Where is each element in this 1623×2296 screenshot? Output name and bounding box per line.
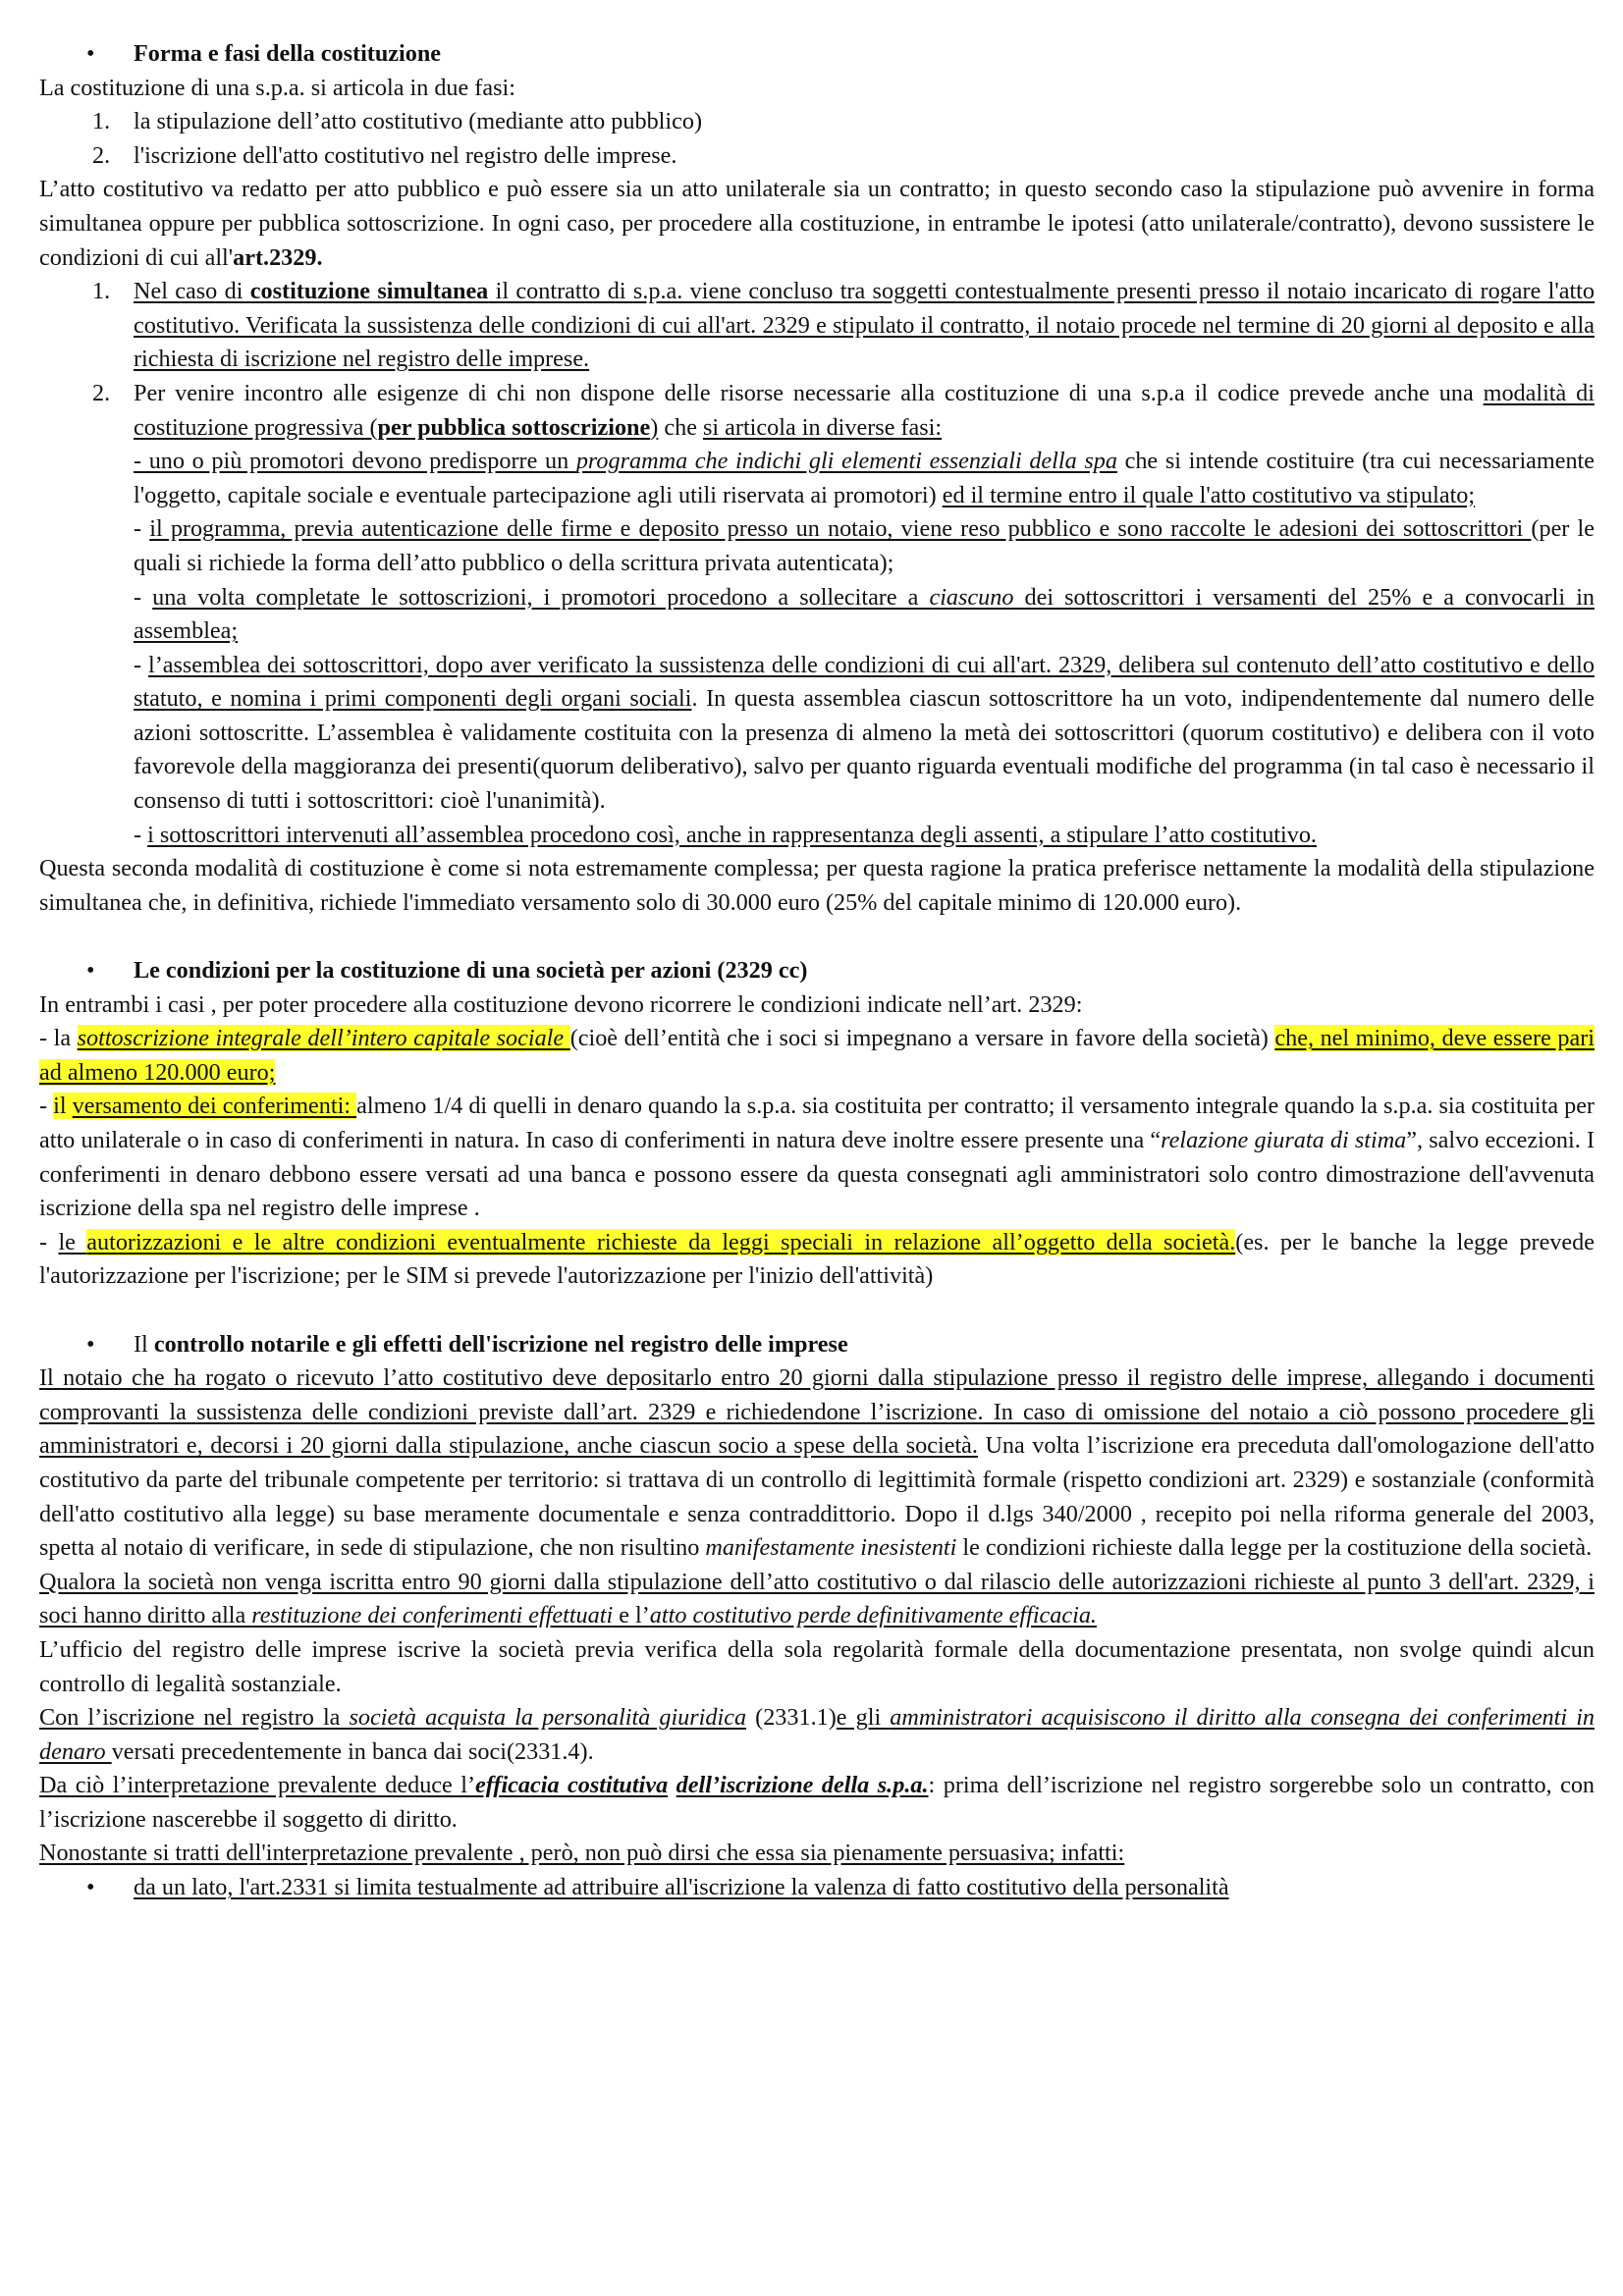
phase-step: - l’assemblea dei sottoscrittori, dopo aver verificato la sussistenza delle condizioni di cui all'art. 2329, delibera sul contenuto dell’atto costitutivo e dello statuto, e nomina i primi componenti degli organi sociali. In questa assemblea ciascun sottoscrittore ha un voto, indipendentemente dal numero delle azioni sottoscritte. L’assemblea è validamente costituita con la presenza di almeno la metà dei sottoscrittori (quorum costitutivo) e delibera con il voto favorevole della maggioranza dei presenti(quorum deliberativo), salvo per quanto riguarda eventuali modifiche del programma (in tal caso è necessario il consenso di tutti i sottoscrittori: cioè l'unanimità). [134,651,1595,815]
phase-item: 2. l'iscrizione dell'atto costitutivo nel registro delle imprese. [92,141,677,169]
paragraph-nonostante: Nonostante si tratti dell'interpretazione prevalente , però, non può dirsi che essa sia pienamente persuasiva; infatti: [39,1840,1125,1867]
paragraph-personalita: Con l’iscrizione nel registro la società acquista la personalità giuridica (2331.1)e gli amministratori acquisiscono il diritto alla consegna dei conferimenti in denaro versati precedentemente in banca dai soci(2331.4). [39,1704,1596,1765]
phase-item: 1. la stipulazione dell’atto costitutivo (mediante atto pubblico) [92,108,703,135]
paragraph-ufficio: L’ufficio del registro delle imprese iscrive la società previa verifica della sola regolarità formale della documentazione presentata, non svolge quindi alcun controllo di legalità sostanziale. [39,1635,1595,1697]
intro-text: In entrambi i casi , per poter procedere alla costituzione devono ricorrere le condizioni indicate nell’art. 2329: [39,990,1083,1018]
paragraph-atto: L’atto costitutivo va redatto per atto pubblico e può essere sia un atto unilaterale sia un contratto; in questo secondo caso la stipulazione può avvenire in forma simultanea oppure per pubblica sottoscrizione. In ogni caso, per procedere alla costituzione, in entrambe le ipotesi (atto unilaterale/contratto), devono sussistere le condizioni di cui all'art.2329. [39,176,1595,271]
phase-step: - uno o più promotori devono predisporre un programma che indichi gli elementi essenziali della spa che si intende costituire (tra cui necessariamente l'oggetto, capitale sociale e eventuale partecipazione agli utili riservata ai promotori) ed il termine entro il quale l'atto costitutivo va stipulato; [134,448,1595,508]
intro-text: La costituzione di una s.p.a. si articola in due fasi: [39,74,515,101]
condition-item: - la sottoscrizione integrale dell’intero capitale sociale (cioè dell’entità che i soci si impegnano a versare in favore della società) che, nel minimo, deve essere pari ad almeno 120.000 euro; [39,1025,1595,1086]
bullet-icon: • [86,957,95,985]
section-heading-controllo: • Il controllo notarile e gli effetti dell'iscrizione nel registro delle imprese [39,1328,1595,1362]
section-heading-condizioni: • Le condizioni per la costituzione di una società per azioni (2329 cc) [39,954,1595,988]
phase-step: - una volta completate le sottoscrizioni, i promotori procedono a sollecitare a ciascuno dei sottoscrittori i versamenti del 25% e a convocarli in assemblea; [134,583,1596,645]
list-item-simultanea: 1. Nel caso di costituzione simultanea il contratto di s.p.a. viene concluso tra soggetti contestualmente presenti presso il notaio incaricato di rogare l'atto costitutivo. Verificata la sussistenza delle condizioni di cui all'art. 2329 e stipulato il contratto, il notaio procede nel termine di 20 giorni al deposito e alla richiesta di iscrizione nel registro delle imprese. [92,278,1596,373]
phase-step: - i sottoscrittori intervenuti all’assemblea procedono così, anche in rappresentanza degli assenti, a stipulare l’atto costitutivo. [134,821,1317,848]
closing-paragraph: Questa seconda modalità di costituzione è come si nota estremamente complessa; per questa ragione la pratica preferisce nettamente la modalità della stipulazione simultanea che, in definitiva, richiede l'immediato versamento solo di 30.000 euro (25% del capitale minimo di 120.000 euro). [39,855,1595,916]
bullet-icon: • [86,40,95,67]
paragraph-notaio: Il notaio che ha rogato o ricevuto l’atto costitutivo deve depositarlo entro 20 giorni dalla stipulazione presso il registro delle imprese, allegando i documenti comprovanti la sussistenza delle condizioni previste dall’art. 2329 e richiedendone l’iscrizione. In caso di omissione del notaio a ciò possono procedere gli amministratori e, decorsi i 20 giorni dalla stipulazione, anche ciascun socio a spese della società. Una volta l’iscrizione era preceduta dall'omologazione dell'atto costitutivo da parte del tribunale competente per territorio: si trattava di un controllo di legittimità formale (rispetto condizioni art. 2329) e sostanziale (conformità dell'atto costitutivo alla legge) su base meramente documentale e senza contraddittorio. Dopo il d.lgs 340/2000 , recepito poi nella riforma generale del 2003, spetta al notaio di verificare, in sede di stipulazione, che non risultino manifestamente inesistenti le condizioni richieste dalla legge per la costituzione della società. [39,1364,1595,1562]
section-heading-forma: • Forma e fasi della costituzione [39,37,1595,72]
bullet-icon: • [86,1330,95,1358]
condition-item: - il versamento dei conferimenti: almeno 1/4 di quelli in denaro quando la s.p.a. sia costituita per contratto; il versamento integrale quando la s.p.a. sia costituita per atto unilaterale o in caso di conferimenti in natura. In caso di conferimenti in natura deve inoltre essere presente una “relazione giurata di stima”, salvo eccezioni. I conferimenti in denaro debbono essere versati ad una banca e possono essere da questa consegnati agli amministratori solo contro dimostrazione dell'avvenuta iscrizione della spa nel registro delle imprese . [39,1093,1596,1222]
condition-item: - le autorizzazioni e le altre condizioni eventualmente richieste da leggi speciali in relazione all’oggetto della società.(es. per le banche la legge prevede l'autorizzazione per l'iscrizione; per le SIM si prevede l'autorizzazione per l'inizio dell'attività) [39,1228,1595,1290]
document-page [39,37,1595,1905]
phase-step: - il programma, previa autenticazione delle firme e deposito presso un notaio, viene reso pubblico e sono raccolte le adesioni dei sottoscrittori (per le quali si richiede la forma dell’atto pubblico o della scrittura privata autenticata); [134,515,1595,576]
bullet-icon: • [86,1874,95,1901]
paragraph-efficacia: Da ciò l’interpretazione prevalente deduce l’efficacia costitutiva dell’iscrizione della s.p.a.: prima dell’iscrizione nel registro sorgerebbe solo un contratto, con l’iscrizione nascerebbe il soggetto di diritto. [39,1772,1596,1833]
bullet-item: • da un lato, l'art.2331 si limita testualmente ad attribuire all'iscrizione la valenza di fatto costitutivo della personalità [39,1871,1595,1905]
paragraph-iscrizione-termine: Qualora la società non venga iscritta entro 90 giorni dalla stipulazione dell’atto costitutivo o dal rilascio delle autorizzazioni richieste al punto 3 dell'art. 2329, i soci hanno diritto alla restituzione dei conferimenti effettuati e l’atto costitutivo perde definitivamente efficacia. [39,1568,1595,1629]
list-item-progressiva: 2. Per venire incontro alle esigenze di chi non dispone delle risorse necessarie alla costituzione di una s.p.a il codice prevede anche una modalità di costituzione progressiva (per pubblica sottoscrizione) che si articola in diverse fasi: [92,379,1595,441]
